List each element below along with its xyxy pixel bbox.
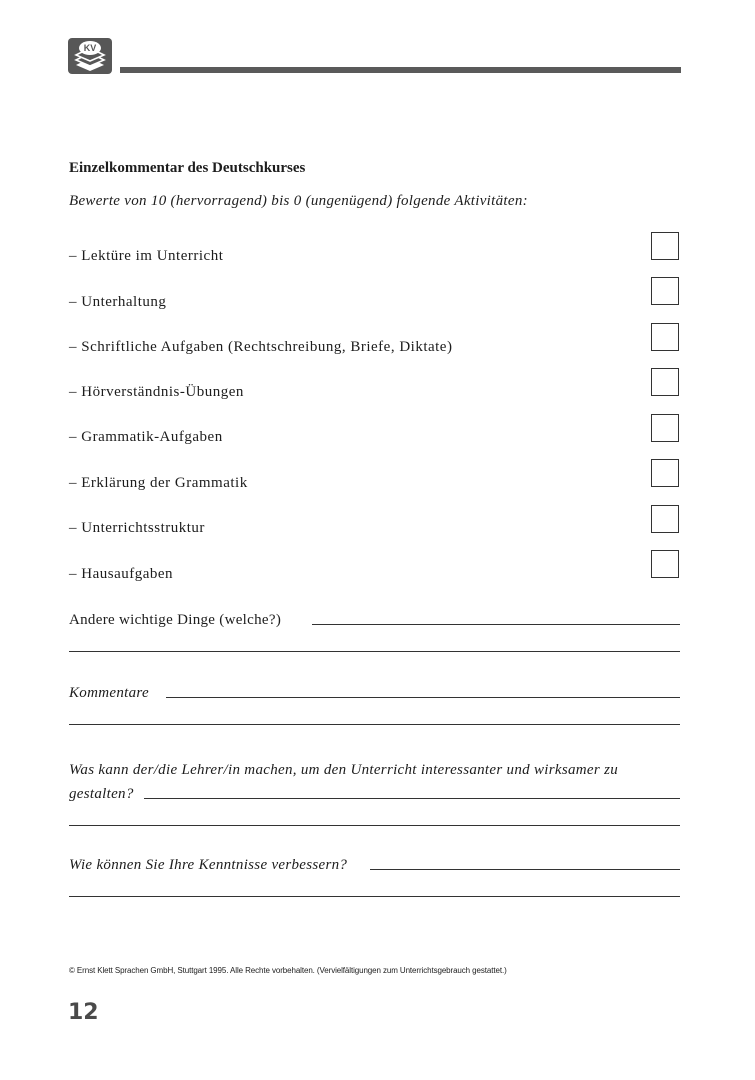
answer-line[interactable] <box>370 869 680 870</box>
answer-line[interactable] <box>69 825 680 826</box>
rating-box[interactable] <box>651 232 679 260</box>
rating-box[interactable] <box>651 550 679 578</box>
rating-box[interactable] <box>651 368 679 396</box>
rating-box[interactable] <box>651 414 679 442</box>
activity-label: – Schriftliche Aufgaben (Rechtschreibung, Briefe, Diktate) <box>69 339 453 355</box>
rating-box[interactable] <box>651 505 679 533</box>
copyright-notice: © Ernst Klett Sprachen GmbH, Stuttgart 1995. Alle Rechte vorbehalten. (Vervielfältigungen zum Unterrichtsgebrauch gestattet.) <box>69 966 507 975</box>
rating-box[interactable] <box>651 277 679 305</box>
improve-question-label: Wie können Sie Ihre Kenntnisse verbessern? <box>69 857 348 873</box>
comments-label: Kommentare <box>69 685 149 701</box>
answer-line[interactable] <box>144 798 680 799</box>
header-rule <box>120 67 681 73</box>
other-things-label: Andere wichtige Dinge (welche?) <box>69 612 282 628</box>
answer-line[interactable] <box>312 624 680 625</box>
answer-line[interactable] <box>69 651 680 652</box>
activity-label: – Hausaufgaben <box>69 566 174 582</box>
answer-line[interactable] <box>69 724 680 725</box>
instruction-text: Bewerte von 10 (hervorragend) bis 0 (ungenügend) folgende Aktivitäten: <box>69 193 528 209</box>
teacher-question-line1: Was kann der/die Lehrer/in machen, um den Unterricht interessanter und wirksamer zu <box>69 762 619 778</box>
activity-label: – Erklärung der Grammatik <box>69 475 248 491</box>
kv-stack-icon <box>68 38 112 74</box>
activity-label: – Unterrichtsstruktur <box>69 520 205 536</box>
logo-text: KV <box>83 43 97 53</box>
page-number: 12 <box>68 1000 99 1025</box>
rating-box[interactable] <box>651 459 679 487</box>
activity-label: – Unterhaltung <box>69 294 167 310</box>
teacher-question-line2: gestalten? <box>69 786 134 802</box>
answer-line[interactable] <box>69 896 680 897</box>
answer-line[interactable] <box>166 697 680 698</box>
section-title: Einzelkommentar des Deutschkurses <box>69 160 306 176</box>
activity-label: – Grammatik-Aufgaben <box>69 429 223 445</box>
rating-box[interactable] <box>651 323 679 351</box>
activity-label: – Lektüre im Unterricht <box>69 248 224 264</box>
activity-label: – Hörverständnis-Übungen <box>69 384 244 400</box>
